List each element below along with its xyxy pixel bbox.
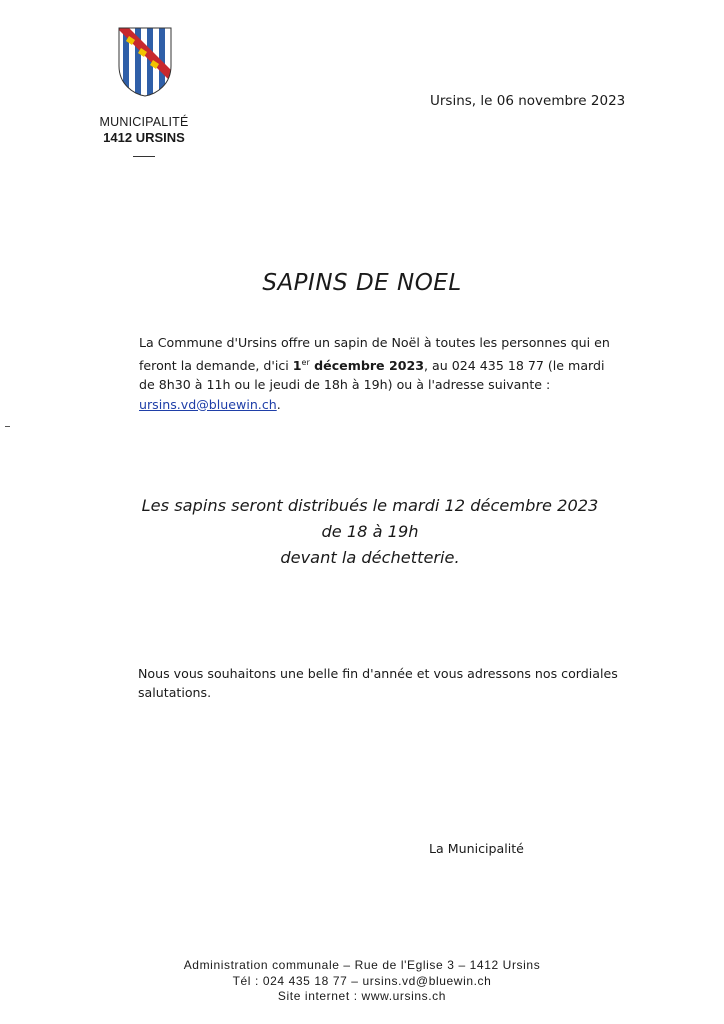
municipality-label: MUNICIPALITÉ [99,115,189,129]
intro-bold-date: décembre 2023 [309,357,425,373]
footer-address: Administration communale – Rue de l'Eglise 3 – 1412 Ursins [183,958,541,972]
footer-website: Site internet : www.ursins.ch [277,989,447,1003]
signature: La Municipalité [429,841,524,856]
distribution-notice [130,493,610,571]
intro-text-1: La Commune d'Ursins offre un sapin de Noël à toutes les personnes qui en feront la demande, d'ici [139,335,610,373]
intro-day: 1 [292,357,302,373]
intro-text-2: , au 024 435 18 77 (le mardi de 8h30 à 11h ou le jeudi de 18h à 19h) ou à l'adresse suivante : [139,357,605,393]
notice-line-3: devant la déchetterie. [280,548,460,567]
email-link[interactable]: ursins.vd@bluewin.ch [139,396,277,412]
footer-contact: Tél : 024 435 18 77 – ursins.vd@bluewin.ch [232,973,492,988]
footer [0,958,724,1005]
page-title: SAPINS DE NOEL [262,270,462,296]
intro-paragraph [139,333,619,414]
closing-paragraph: Nous vous souhaitons une belle fin d'année et vous adressons nos cordiales salutations. [138,666,618,700]
coat-of-arms-icon [117,26,173,98]
email-trailing: . [276,396,281,412]
letterhead [92,115,196,157]
notice-line-1: Les sapins seront distribués le mardi 12 décembre 2023 [141,496,599,515]
letterhead-divider [133,156,155,157]
margin-mark [5,426,10,427]
notice-line-2: de 18 à 19h [321,522,419,541]
intro-day-suffix: er [301,357,310,367]
municipality-zip-name: 1412 URSINS [103,130,185,145]
date-line: Ursins, le 06 novembre 2023 [430,93,626,109]
